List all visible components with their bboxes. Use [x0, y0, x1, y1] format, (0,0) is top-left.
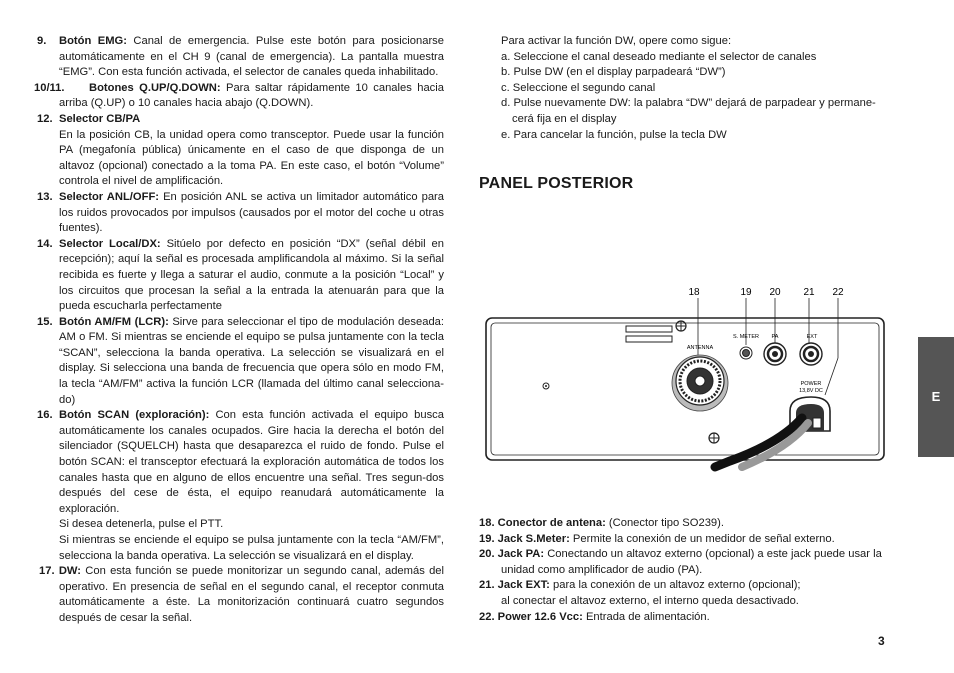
- section-title: PANEL POSTERIOR: [479, 175, 634, 192]
- list-item-13: [34, 190, 444, 237]
- list-item-16: [34, 408, 444, 564]
- item-label: Botones Q.UP/Q.DOWN:: [89, 81, 221, 94]
- callout-21: 21: [803, 287, 815, 298]
- callout-19: 19: [740, 287, 752, 298]
- language-tab: [918, 337, 954, 457]
- dw-step-d: d. Pulse nuevamente DW: la palabra “DW” dejará de parpadear y permane-: [501, 97, 876, 110]
- language-tab-label: E: [931, 389, 941, 404]
- dw-instructions: [479, 34, 887, 143]
- item-number: 15.: [37, 315, 53, 328]
- screw-icon: [676, 321, 686, 331]
- item-text: Canal de emergencia. Pulse este botón para posicionarse automáticamente en el CH 9 (canal de emergencia). La pantalla muestra “EMG”. Con esta función activada, el selector de canales queda inhabilitado.: [59, 35, 444, 79]
- callout-22: 22: [832, 287, 844, 298]
- legend-item-19: 19. Jack S.Meter: Permite la conexión de un medidor de señal externo.: [479, 532, 835, 545]
- item-text: Con esta función se puede monitorizar un segundo canal, además del operativo. En presencia de señal en el segundo canal, el receptor conmuta automáticamente a éste. La monitorización continuará cuatro segundos después de cesar la señal.: [59, 565, 444, 624]
- legend-item-21: 21. Jack EXT: para la conexión de un altavoz externo (opcional);: [479, 579, 801, 592]
- item-text: Para saltar rápidamente 10 canales hacia arriba (Q.UP) o 10 canales hacia abajo (Q.DOWN).: [59, 81, 444, 110]
- item-text-extra: Si desea detenerla, pulse el PTT.: [59, 518, 224, 531]
- dw-step-a: a. Seleccione el canal deseado mediante el selector de canales: [501, 50, 817, 63]
- item-label: Selector ANL/OFF:: [59, 190, 160, 203]
- antenna-label: ANTENNA: [686, 345, 714, 351]
- item-label: Selector CB/PA: [59, 112, 141, 125]
- item-number: 12.: [37, 112, 53, 125]
- list-item-15: [34, 315, 444, 409]
- legend-item-22: 22. Power 12.6 Vcc: Entrada de alimentación.: [479, 610, 710, 623]
- item-text: Sitúelo por defecto en posición “DX” (señal débil en recepción); aquí la señal es procesada amplificandola al máximo. Si la señal recibida es fuerte y llega a saturar el audio, conmute a la posición “Local” y los circuitos que procesan la señal a la entrada la atenuarán para que la pueda escucharla perfectamente: [59, 237, 444, 313]
- item-number: 9.: [37, 35, 47, 47]
- right-column: [479, 34, 887, 143]
- connector-legend: [479, 516, 889, 625]
- list-item-14: [34, 237, 444, 315]
- page-number: 3: [878, 634, 885, 648]
- item-number: 16.: [37, 409, 53, 422]
- item-label: Botón SCAN (exploración):: [59, 409, 210, 422]
- antenna-connector: [672, 355, 728, 411]
- item-text: Con esta función activada el equipo busca automáticamente los canales ocupados. Gire hacia la derecha el botón del silenciador (SQUELCH) hasta que desaparezca el ruido de fondo. Pulse el botón SCAN: el transceptor efectuará la exploración automática de todos los canales hasta que en alguno de ellos encuentre una señal. Tres segun-dos después del cese de ésta, el equipo reanudará automáticamente la exploración.: [59, 409, 444, 515]
- list-item-17: [34, 564, 444, 626]
- item-number: 13.: [37, 190, 53, 203]
- dw-step-c: c. Seleccione el segundo canal: [501, 81, 656, 94]
- item-label: Botón EMG:: [59, 35, 127, 47]
- dw-step-b: b. Pulse DW (en el display parpadeará “DW”): [501, 66, 726, 79]
- dw-intro: Para activar la función DW, opere como sigue:: [501, 35, 732, 47]
- smeter-jack: [740, 347, 752, 359]
- vent-slot: [626, 336, 672, 342]
- ext-jack: [800, 343, 822, 365]
- list-item-12: [34, 112, 444, 190]
- list-item-9: [34, 34, 444, 81]
- item-number: 10/11.: [34, 81, 65, 94]
- list-item-10-11: [34, 81, 444, 112]
- item-number: 14.: [37, 237, 53, 250]
- item-text: Sirve para seleccionar el tipo de modulación deseada: AM o FM. Si mientras se enciende el equipo se pulsa juntamente con la tecla “SCAN”, selecciona la banda operativa. La selección se visualizará en el display. Si selecciona una banda de frecuencia que opera sólo en modo FM, la tecla “AM/FM” activa la función LCR (llamada del último canal selecciona-do): [59, 315, 444, 406]
- screw-icon: [709, 433, 719, 443]
- legend-item-21-cont: al conectar el altavoz externo, el interno queda desactivado.: [501, 594, 799, 607]
- power-label: POWER: [800, 381, 822, 387]
- ext-label: EXT: [806, 334, 818, 340]
- pa-label: PA: [771, 334, 779, 340]
- item-label: Botón AM/FM (LCR):: [59, 315, 169, 328]
- smeter-label: S. METER: [733, 334, 759, 340]
- item-text: En la posición CB, la unidad opera como transceptor. Puede usar la función PA (megafonía pública) únicamente en el caso de que disponga de un altavoz (opcional) conectado a la toma PA. En este caso, el botón “Volume” controla el nivel de amplificación.: [59, 128, 444, 188]
- pa-jack: [764, 343, 786, 365]
- legend-item-20-cont: unidad como amplificador de audio (PA).: [501, 563, 703, 576]
- legend-item-20: 20. Jack PA: Conectando un altavoz externo (opcional) a este jack puede usar la: [479, 548, 882, 561]
- item-label: Selector Local/DX:: [59, 237, 161, 250]
- power-voltage-label: 13,8V DC: [799, 388, 823, 394]
- legend-item-18: 18. Conector de antena: (Conector tipo SO239).: [479, 517, 724, 529]
- item-number: 17. DW:: [39, 565, 81, 578]
- vent-slot: [626, 326, 672, 332]
- callout-18: 18: [688, 287, 700, 298]
- item-text: En posición ANL se activa un limitador automático para los ruidos provocados por impulsos (causados por el motor del coche u otras fuentes).: [59, 190, 445, 235]
- item-text-extra: Si mientras se enciende el equipo se pulsa juntamente con la tecla “AM/FM”, selecciona la banda operativa. La selección se visualizará en el display.: [59, 534, 444, 562]
- callout-20: 20: [769, 287, 781, 298]
- rear-panel-diagram: [480, 283, 900, 473]
- dw-step-d-cont: cerá fija en el display: [512, 112, 617, 125]
- dw-step-e: e. Para cancelar la función, pulse la tecla DW: [501, 128, 727, 141]
- left-column: [34, 34, 444, 627]
- screw-small-icon: [543, 383, 549, 389]
